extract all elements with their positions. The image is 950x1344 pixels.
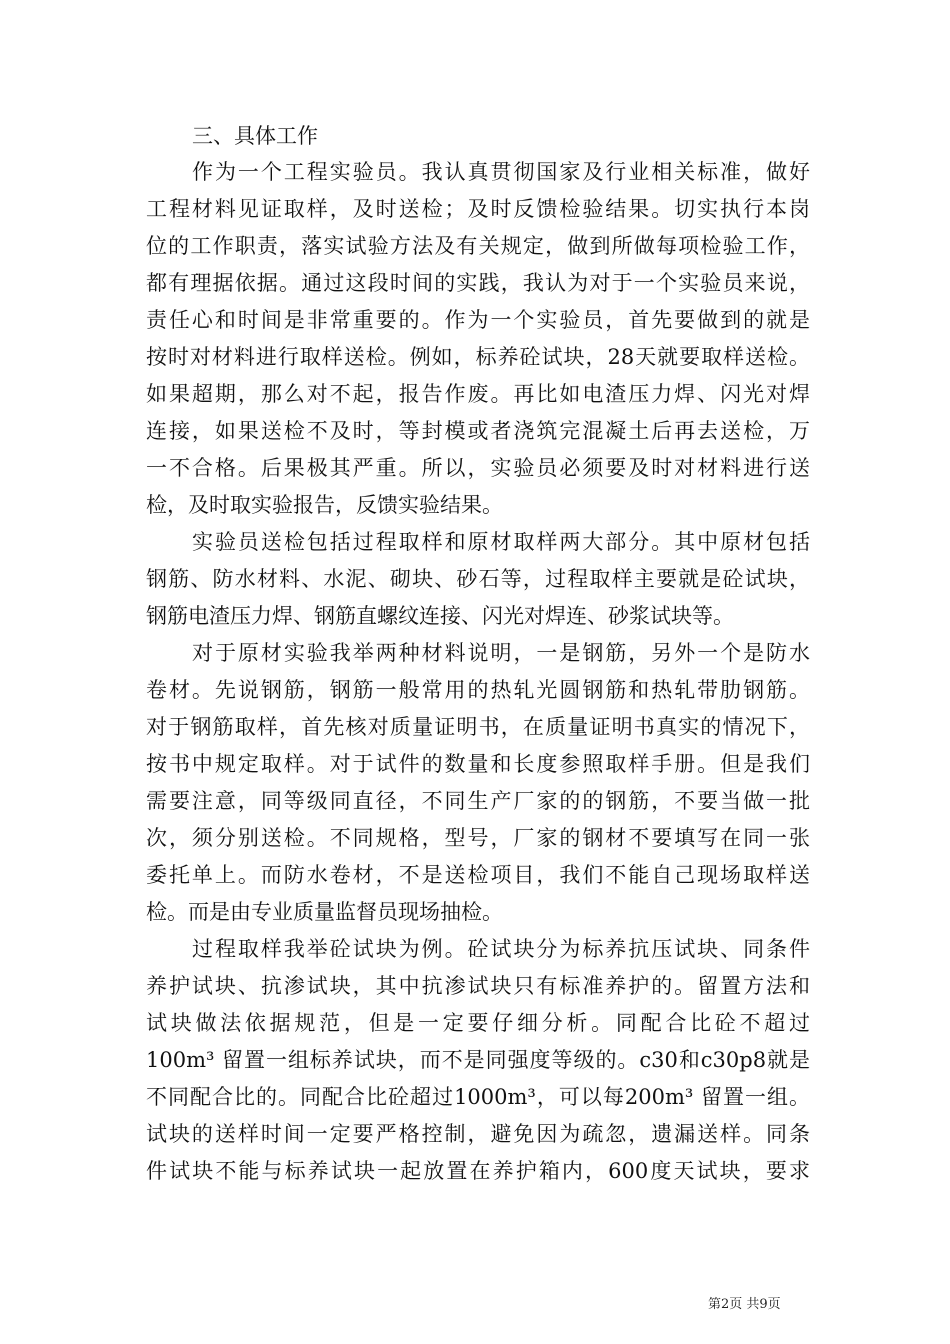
text-line: 检，及时取实验报告，反馈实验结果。 xyxy=(146,493,503,517)
text-line: 对于原材实验我举两种材料说明，一是钢筋，另外一个是防水 xyxy=(192,641,810,665)
paragraph-3 xyxy=(146,635,810,931)
text-line: 需要注意，同等级同直径，不同生产厂家的的钢筋，不要当做一批 xyxy=(146,789,810,813)
page-number-footer: 第2页 共9页 xyxy=(708,1297,781,1312)
paragraph-4 xyxy=(146,931,810,1190)
text-line: 委托单上。而防水卷材，不是送检项目，我们不能自己现场取样送 xyxy=(146,863,810,887)
text-line: 一不合格。后果极其严重。所以，实验员必须要及时对材料进行送 xyxy=(146,456,810,480)
text-line: 不同配合比的。同配合比砼超过1000m³，可以每200m³ 留置一组。 xyxy=(146,1085,810,1109)
text-line: 钢筋、防水材料、水泥、砌块、砂石等，过程取样主要就是砼试块， xyxy=(146,567,810,591)
text-line: 连接，如果送检不及时，等封模或者浇筑完混凝土后再去送检，万 xyxy=(146,419,810,443)
text-line: 100m³ 留置一组标养试块，而不是同强度等级的。c30和c30p8就是 xyxy=(146,1048,810,1072)
text-line: 试块的送样时间一定要严格控制，避免因为疏忽，遗漏送样。同条 xyxy=(146,1122,810,1146)
text-line: 位的工作职责，落实试验方法及有关规定，做到所做每项检验工作， xyxy=(146,234,810,258)
text-line: 养护试块、抗渗试块，其中抗渗试块只有标准养护的。留置方法和 xyxy=(146,974,810,998)
paragraph-2 xyxy=(146,524,810,635)
text-line: 如果超期，那么对不起，报告作废。再比如电渣压力焊、闪光对焊 xyxy=(146,382,810,406)
text-line: 都有理据依据。通过这段时间的实践，我认为对于一个实验员来说， xyxy=(146,271,810,295)
text-line: 工程材料见证取样，及时送检；及时反馈检验结果。切实执行本岗 xyxy=(146,197,810,221)
text-line: 对于钢筋取样，首先核对质量证明书，在质量证明书真实的情况下， xyxy=(146,715,810,739)
text-line: 次，须分别送检。不同规格，型号，厂家的钢材不要填写在同一张 xyxy=(146,826,810,850)
text-line: 试块做法依据规范，但是一定要仔细分析。同配合比砼不超过 xyxy=(146,1011,810,1035)
paragraph-1 xyxy=(146,154,810,524)
text-line: 钢筋电渣压力焊、钢筋直螺纹连接、闪光对焊连、砂浆试块等。 xyxy=(146,604,734,628)
text-line: 按书中规定取样。对于试件的数量和长度参照取样手册。但是我们 xyxy=(146,752,810,776)
text-line: 过程取样我举砼试块为例。砼试块分为标养抗压试块、同条件 xyxy=(192,937,810,961)
section-heading: 三、具体工作 xyxy=(192,124,318,148)
text-line: 卷材。先说钢筋，钢筋一般常用的热轧光圆钢筋和热轧带肋钢筋。 xyxy=(146,678,810,702)
document-body xyxy=(146,118,810,1190)
text-line: 责任心和时间是非常重要的。作为一个实验员，首先要做到的就是 xyxy=(146,308,810,332)
text-line: 按时对材料进行取样送检。例如，标养砼试块，28天就要取样送检。 xyxy=(146,345,810,369)
text-line: 作为一个工程实验员。我认真贯彻国家及行业相关标准，做好 xyxy=(192,160,810,184)
text-line: 件试块不能与标养试块一起放置在养护箱内，600度天试块，要求 xyxy=(146,1159,810,1183)
text-line: 实验员送检包括过程取样和原材取样两大部分。其中原材包括 xyxy=(192,530,810,554)
text-line: 检。而是由专业质量监督员现场抽检。 xyxy=(146,900,503,924)
